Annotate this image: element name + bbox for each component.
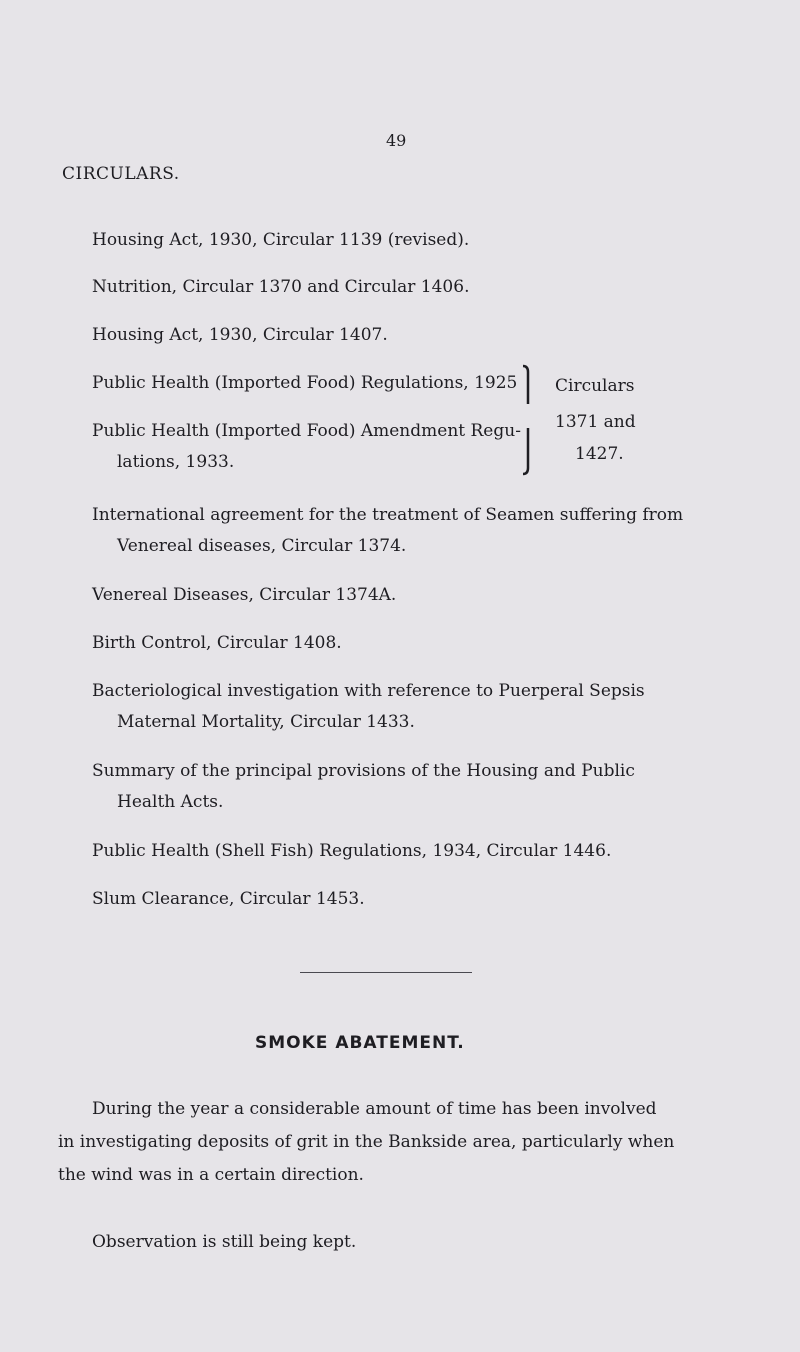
smoke-abatement-heading: SMOKE ABATEMENT. [255,1033,465,1053]
bracket-note-line-3: 1427. [575,444,624,464]
circular-seamen: International agreement for the treatment of Seamen suffering from [92,505,684,525]
circular-imported-food-amendment-cont: lations, 1933. [117,452,235,472]
circular-birth-control: Birth Control, Circular 1408. [92,633,342,653]
curly-bracket [520,364,536,476]
bracket-note-line-1: Circulars [555,376,635,396]
observation-text: Observation is still being kept. [92,1232,357,1252]
smoke-paragraph-line-3: the wind was in a certain direction. [58,1165,364,1185]
bracket-note-line-2: 1371 and [555,412,636,432]
circular-housing-summary-cont: Health Acts. [117,792,224,812]
smoke-paragraph-line-1: During the year a considerable amount of time has been involved [92,1099,657,1119]
circular-bacteriological-cont: Maternal Mortality, Circular 1433. [117,712,415,732]
page-number: 49 [386,131,407,150]
smoke-paragraph-line-2: in investigating deposits of grit in the Bankside area, particularly when [58,1132,675,1152]
circular-shell-fish: Public Health (Shell Fish) Regulations, 1934, Circular 1446. [92,841,612,861]
circular-housing-1139: Housing Act, 1930, Circular 1139 (revised). [92,230,470,250]
section-divider [300,972,472,973]
circulars-heading: CIRCULARS. [62,164,180,184]
circular-slum-clearance: Slum Clearance, Circular 1453. [92,889,365,909]
circular-imported-food-amendment: Public Health (Imported Food) Amendment Regu- [92,421,521,441]
circular-venereal-1374a: Venereal Diseases, Circular 1374A. [92,585,397,605]
circular-seamen-cont: Venereal diseases, Circular 1374. [117,536,407,556]
circular-housing-summary: Summary of the principal provisions of the Housing and Public [92,761,635,781]
circular-bacteriological: Bacteriological investigation with reference to Puerperal Sepsis [92,681,645,701]
circular-nutrition: Nutrition, Circular 1370 and Circular 1406. [92,277,470,297]
circular-housing-1407: Housing Act, 1930, Circular 1407. [92,325,388,345]
circular-imported-food-1925: Public Health (Imported Food) Regulations, 1925 [92,373,518,393]
